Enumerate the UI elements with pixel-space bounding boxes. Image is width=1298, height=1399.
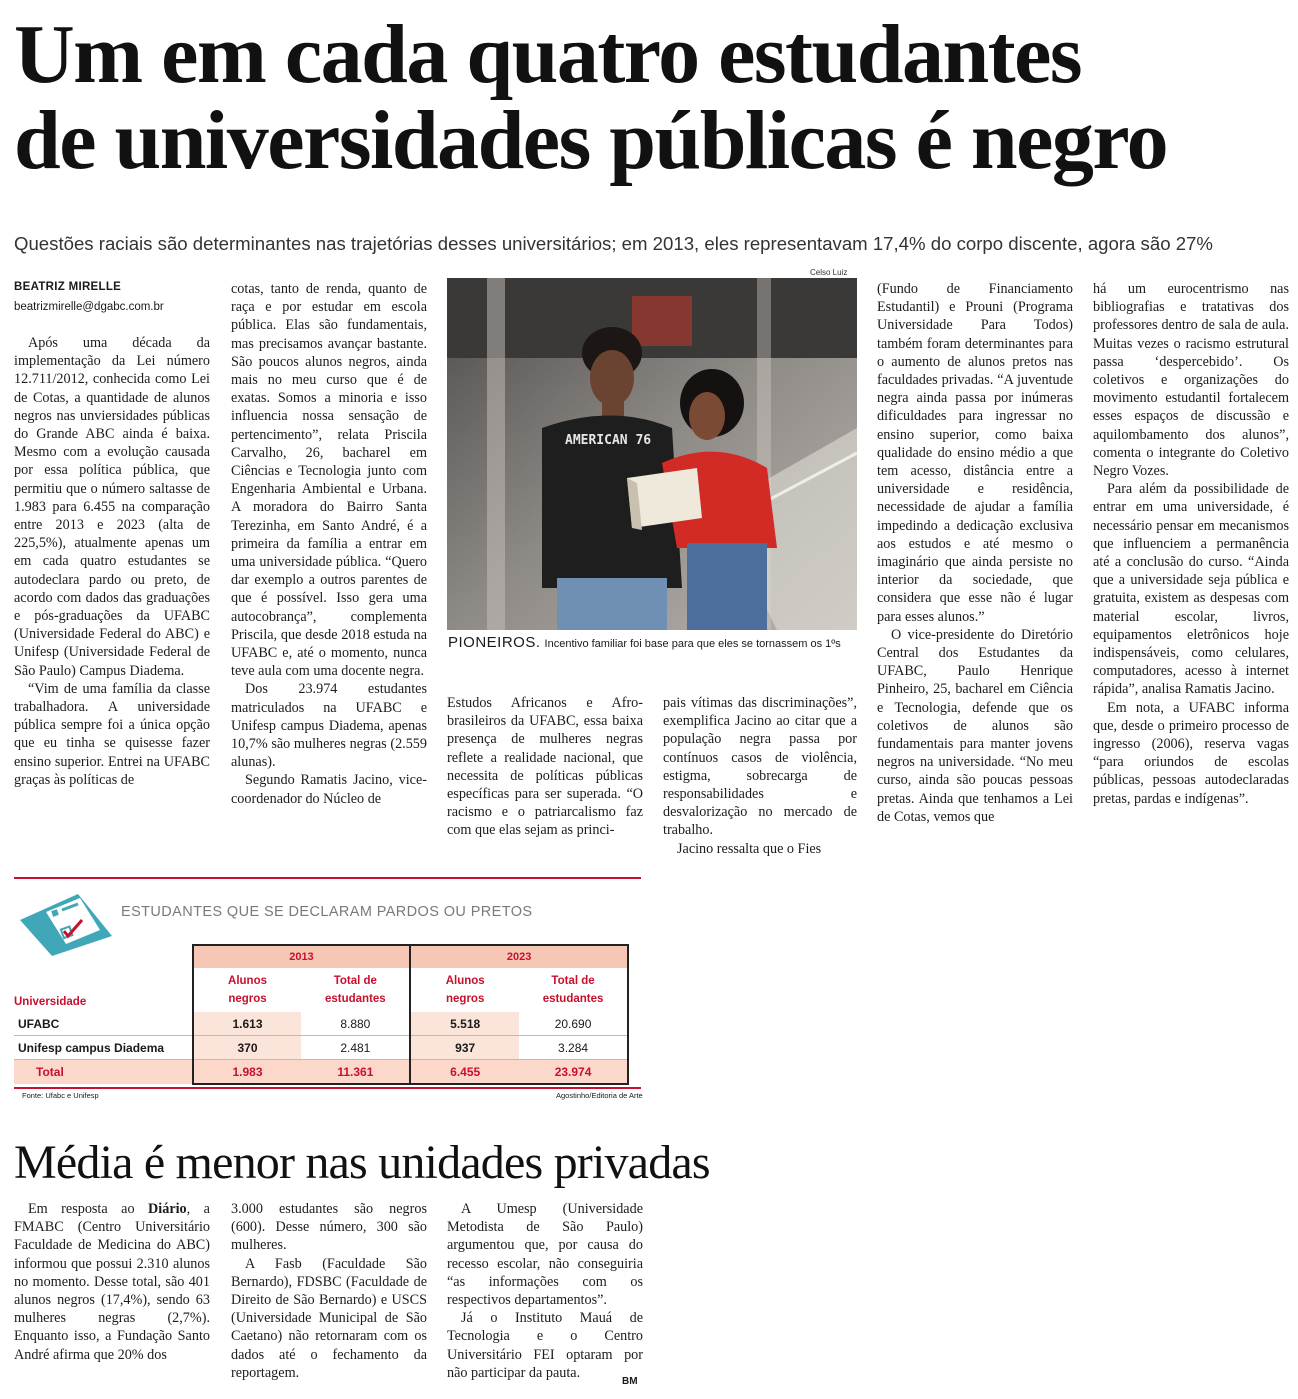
source-note: Fonte: Ufabc e Unifesp (22, 1091, 99, 1100)
paragraph: O vice-presidente do Diretório Central dos Estudantes da UFABC, Paulo Henrique Pinheiro, 25, bacharel em Ciência e Tecnologia, defende que os coletivos de alunos são fundamentais para manter jovens negros na universidade. “No meu curso, ainda são poucas pessoas pretas. Ainda que tenhamos a Lei de Cotas, vemos que (877, 626, 1073, 825)
paragraph: Em resposta ao Diário, a FMABC (Centro Universitário Faculdade de Medicina do ABC) informou que possui 2.310 alunos no momento. Desse total, são 401 alunos negros (17,4%), sendo 63 mulheres negras (2,7%). Enquanto isso, a Fundação Santo André afirma que 20% dos (14, 1201, 210, 1363)
photo (447, 278, 857, 630)
table-total-row: Total 1.983 11.361 6.455 23.974 (14, 1060, 628, 1085)
photo-credit: Celso Luiz (810, 268, 848, 277)
headline-line-1: Um em cada quatro estudantes (14, 8, 1082, 101)
column-header-total-2013: Total de estudantes (301, 968, 410, 1012)
year-header-2013: 2013 (193, 945, 411, 968)
paragraph: Após uma década da implementação da Lei número 12.711/2012, conhecida como Lei de Cotas, a quantidade de alunos negros nas unviersidades públicas do Grande ABC ainda é baixa. Mesmo com a evolução causada por essa política pública, que permitiu que o número saltasse de 1.983 para 6.455 na comparação entre 2013 e 2023 (alta de 225,5%), atualmente apenas um em cada quatro estudantes se autodeclara pardo ou preto, de acordo com dados das graduações e pós-graduações da UFABC (Universidade Federal do ABC) e Unifesp (Universidade Federal de São Paulo) Campus Diadema. (14, 335, 210, 679)
paragraph: A Fasb (Faculdade São Bernardo), FDSBC (Faculdade de Direito de São Bernardo) e USCS (Universidade Municipal de São Caetano) não retornaram com os dados até o fechamento da reportagem. (231, 1255, 427, 1381)
secondary-column-3 (447, 1200, 643, 1382)
paragraph: Segundo Ramatis Jacino, vice-coordenador do Núcleo de (231, 772, 427, 807)
shirt-print: AMERICAN 76 (565, 433, 652, 448)
photo-illustration (447, 278, 857, 630)
paragraph: Para além da possibilidade de entrar em uma universidade, é necessário pensar em mecanismos que influenciem a permanência até a conclusão do curso. “Ainda que a universidade seja pública e gratuita, existem as despesas com material escolar, livros, equipamentos eletrônicos hoje indispensáveis, como celulares, computadores, acesso à internet rápida”, analisa Ramatis Jacino. (1093, 481, 1289, 698)
paragraph: “Vim de uma família da classe trabalhadora. A universidade pública sempre foi a única opção que eu tinha se quisesse fazer ensino superior. Entrei na UFABC graças às políticas de (14, 680, 210, 788)
infographic-title: ESTUDANTES QUE SE DECLARAM PARDOS OU PRETOS (121, 904, 533, 920)
column-header-black-2023: Alunos negros (410, 968, 519, 1012)
headline-line-2: de universidades públicas é negro (14, 94, 1168, 187)
headline (14, 8, 1294, 187)
table-row: UFABC 1.613 8.880 5.518 20.690 (14, 1012, 628, 1036)
column-header-total-2023: Total de estudantes (519, 968, 628, 1012)
paragraph: Dos 23.974 estudantes matriculados na UFABC e Unifesp campus Diadema, apenas 10,7% são mulheres negras (2.559 alunas). (231, 681, 427, 771)
article-column-3 (447, 694, 643, 840)
caption-label: PIONEIROS. (448, 634, 541, 651)
paragraph: 3.000 estudantes são negros (600). Desse número, 300 são mulheres. (231, 1201, 427, 1254)
article-column-4 (663, 694, 857, 858)
column-header-university: Universidade (14, 996, 87, 1008)
paragraph: Já o Instituto Mauá de Tecnologia e o Centro Universitário FEI optaram por não participar da pauta. (447, 1310, 643, 1381)
paragraph: A Umesp (Universidade Metodista de São Paulo) argumentou que, por causa do recesso escolar, não conseguiria “as informações com os respectivos departamentos”. (447, 1201, 643, 1309)
paragraph: (Fundo de Financiamento Estudantil) e Prouni (Programa Universidade Para Todos) também foram determinantes para o aumento de alunos pretos nas faculdades privadas. “A juventude negra ainda passa por inúmeras dificuldades para ingressar no ensino superior, como baixa qualidade do ensino médio a que tem acesso, distância entre a universidade e residência, necessidade de ajudar a família impedindo a dedicação exclusiva aos estudos e até mesmo o imaginário que ainda persiste no interior da sociedade, que considera que esse não é lugar para esses alunos.” (877, 281, 1073, 625)
photo-caption (448, 634, 868, 651)
newspaper-name: Diário (148, 1201, 187, 1217)
author-signature: BM (622, 1376, 638, 1387)
paragraph: cotas, tanto de renda, quanto de raça e por estudar em escola pública. Elas são fundamentais, mas precisamos avançar bastante. São poucos alunos negros, ainda mais no meu curso que é de exatas. Somos a minoria e isso influencia nossa sensação de pertencimento”, relata Priscila Carvalho, 26, bacharel em Ciências e Tecnologia junto com Engenharia Ambiental e Urbana. A moradora do Bairro Santa Terezinha, em Santo André, é a primeira da família a entrar em uma universidade pública. “Quero dar exemplo a outros parentes de que é possível. Isso gera uma autocobrança”, complementa Priscila, que desde 2018 estuda na UFABC e, até o momento, nunca teve aula com uma docente negra. (231, 281, 427, 680)
author-email[interactable]: beatrizmirelle@dgabc.com.br (14, 301, 164, 313)
paragraph: há um eurocentrismo nas bibliografias e tratativas dos professores dentro de sala de aula. Muitas vezes o racismo estrutural passa ‘despercebido’. Os coletivos e organizações do movimento estudantil fortalecem esses espaços de discussão e aquilombamento dos alunos”, comenta o integrante do Coletivo Negro Vozes. (1093, 281, 1289, 480)
paragraph: Jacino ressalta que o Fies (677, 840, 822, 857)
art-credit: Agostinho/Editoria de Arte (556, 1091, 643, 1100)
article-column-1 (14, 334, 210, 789)
infographic-top-rule (14, 877, 641, 879)
secondary-headline: Média é menor nas unidades privadas (14, 1136, 710, 1189)
infographic-bottom-rule (14, 1087, 641, 1089)
secondary-column-1 (14, 1200, 210, 1364)
article-column-2 (231, 280, 427, 808)
article-column-5 (877, 280, 1073, 826)
paragraph: Estudos Africanos e Afro-brasileiros da UFABC, essa baixa presença de mulheres negras reflete a realidade nacional, que necessita de políticas públicas específicas para ser superada. “O racismo e o patriarcalismo faz com que elas sejam as princi- (447, 695, 643, 839)
paragraph: Em nota, a UFABC informa que, desde o primeiro processo de ingresso (2006), reserva vagas “para oriundos de escolas públicas, pessoas autodeclaradas pretas, pardas e indígenas”. (1093, 699, 1289, 807)
caption-text: Incentivo familiar foi base para que eles se tornassem os 1ºs (544, 638, 841, 650)
author-name: BEATRIZ MIRELLE (14, 281, 122, 293)
article-column-6 (1093, 280, 1289, 808)
table-row: Unifesp campus Diadema 370 2.481 937 3.284 (14, 1036, 628, 1060)
paragraph: pais vítimas das discriminações”, exemplifica Jacino ao citar que a população negra passa por contínuos casos de violência, estigma, sobrecarga de responsabilidades e desvalorização no mercado de trabalho. (663, 695, 857, 839)
data-table (14, 944, 629, 1085)
column-header-black-2013: Alunos negros (193, 968, 302, 1012)
year-header-2023: 2023 (410, 945, 628, 968)
subheadline: Questões raciais são determinantes nas trajetórias desses universitários; em 2013, eles representavam 17,4% do corpo discente, agora são 27% (14, 233, 1213, 254)
secondary-column-2 (231, 1200, 427, 1382)
